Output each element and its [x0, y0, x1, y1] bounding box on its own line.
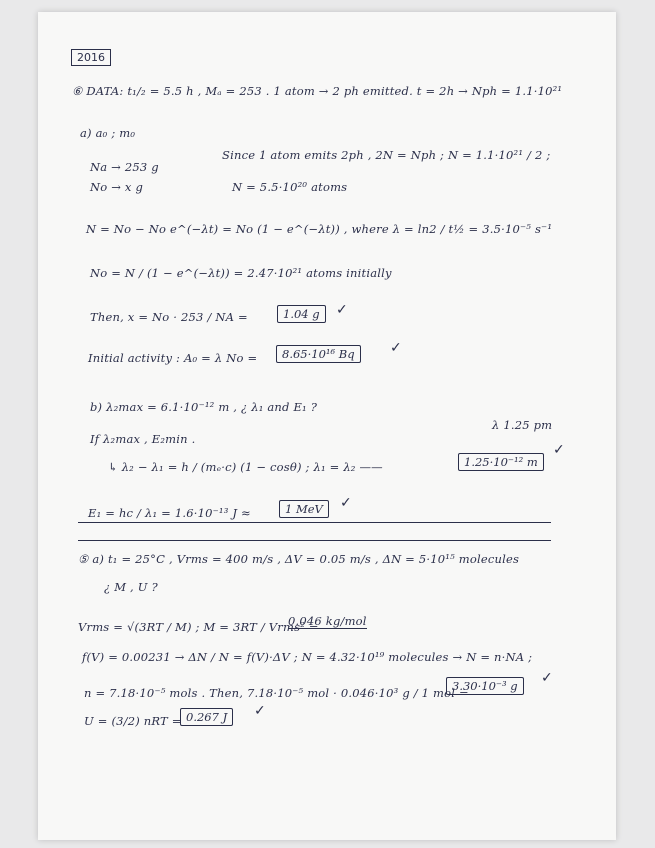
year-label: 2016 [71, 49, 111, 66]
fv-line: f(V) = 0.00231 → ΔN / N = f(V)·ΔV ; N = 4.32·10¹⁹ molecules → N = n·NA ; [82, 650, 533, 664]
m-value: 0.046 kg/mol [288, 614, 367, 628]
problem6-data-line: ⑥ DATA: t₁/₂ = 5.5 h , Mₐ = 253 . 1 atom → 2 ph emitted. t = 2h → Nph = 1.1·10²¹ [72, 84, 563, 98]
if-line: If λ₂max , E₂min . [90, 432, 196, 446]
lambda-answer-box: 1.25·10⁻¹² m [458, 453, 544, 471]
compton-line: ↳ λ₂ − λ₁ = h / (mₑ·c) (1 − cosθ) ; λ₁ = λ₂ —— [108, 460, 383, 474]
n-line: n = 7.18·10⁻⁵ mols . Then, 7.18·10⁻⁵ mol · 0.046·10³ g / 1 mol = [84, 686, 469, 700]
problem5-ask-line: ¿ M , U ? [104, 580, 158, 594]
side-note: λ 1.25 pm [492, 418, 553, 432]
section-divider [78, 522, 551, 523]
section-divider [78, 540, 551, 541]
vrms-line: Vrms = √(3RT / M) ; M = 3RT / Vrms² = [78, 620, 319, 634]
check-mark: ✓ [340, 495, 352, 511]
check-mark: ✓ [553, 442, 565, 458]
n-value: N = 5.5·10²⁰ atoms [232, 180, 348, 194]
no-value: No = N / (1 − e^(−λt)) = 2.47·10²¹ atoms initially [90, 266, 392, 280]
check-mark: ✓ [541, 670, 553, 686]
energy-line: E₁ = hc / λ₁ = 1.6·10⁻¹³ J ≈ [88, 506, 251, 520]
u-answer-box: 0.267 J [180, 708, 233, 726]
problem5-given-line: ⑤ a) t₁ = 25°C , Vrms = 400 m/s , ΔV = 0.05 m/s , ΔN = 5·10¹⁵ molecules [78, 552, 520, 566]
part-b-label: b) λ₂max = 6.1·10⁻¹² m , ¿ λ₁ and E₁ ? [90, 400, 318, 414]
part-a-label: a) a₀ ; m₀ [80, 126, 136, 140]
activity-answer-box: 8.65·10¹⁶ Bq [276, 345, 361, 363]
x-equation: Then, x = No · 253 / NA = [90, 310, 248, 324]
energy-answer-box: 1 MeV [279, 500, 329, 518]
na-line: Na → 253 g [90, 160, 159, 174]
since-line: Since 1 atom emits 2ph , 2N = Nph ; N = 1.1·10²¹ / 2 ; [222, 148, 551, 162]
u-line: U = (3/2) nRT = [84, 714, 182, 728]
check-mark: ✓ [336, 302, 348, 318]
x-answer-box: 1.04 g [277, 305, 326, 323]
check-mark: ✓ [390, 340, 402, 356]
activity-line: Initial activity : A₀ = λ No = [88, 351, 258, 365]
decay-line: N = No − No e^(−λt) = No (1 − e^(−λt)) , where λ = ln2 / t½ = 3.5·10⁻⁵ s⁻¹ [86, 222, 553, 236]
check-mark: ✓ [254, 703, 266, 719]
no-line: No → x g [90, 180, 144, 194]
mass-answer-box: 3.30·10⁻³ g [446, 677, 524, 695]
